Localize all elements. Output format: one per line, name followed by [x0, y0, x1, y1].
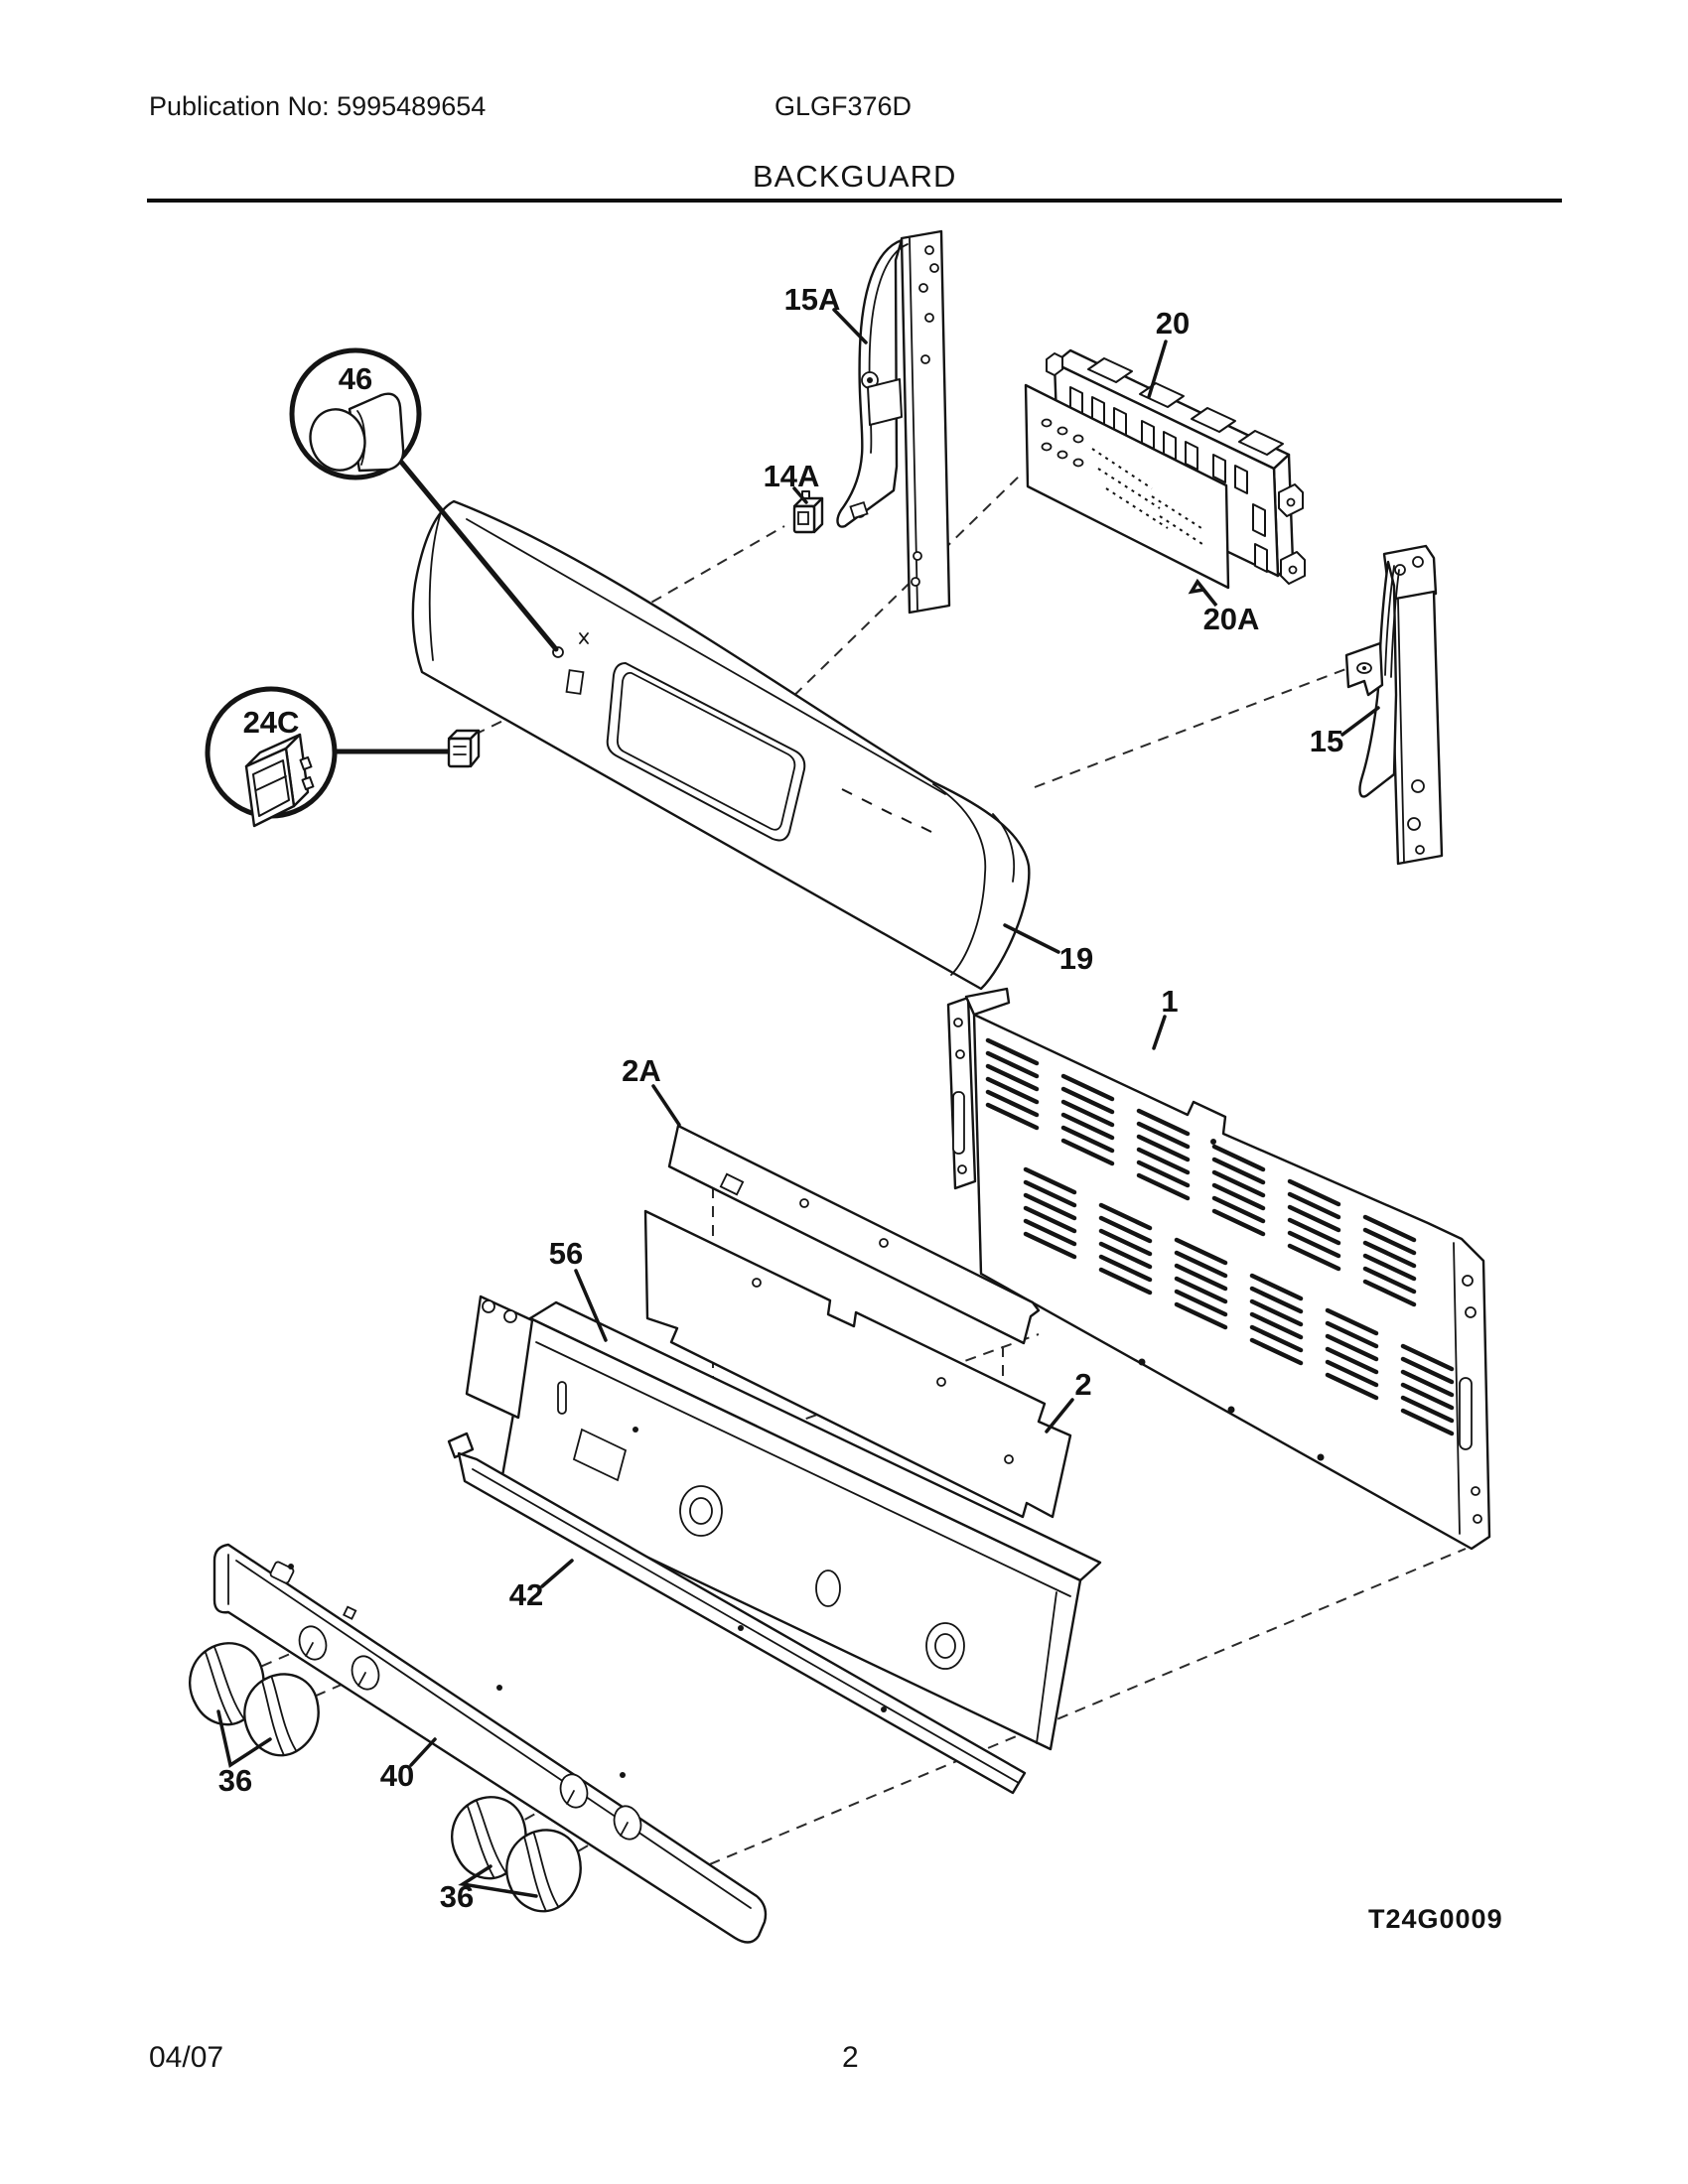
harness-connector-icon	[449, 731, 479, 766]
page-title: BACKGUARD	[753, 159, 957, 194]
rocker-switch-icon	[246, 735, 313, 826]
callout-46: 46	[338, 361, 373, 396]
callout-1: 1	[1161, 984, 1179, 1019]
part-15a-left-bracket	[838, 231, 949, 613]
callout-20a: 20A	[1202, 602, 1260, 636]
footer-date: 04/07	[149, 2041, 224, 2074]
publication-number: Publication No: 5995489654	[149, 91, 487, 121]
part-14a-spark-switch	[794, 491, 822, 532]
part-15-right-bracket	[1346, 546, 1442, 864]
callout-36-right: 36	[439, 1879, 475, 1914]
callout-56: 56	[548, 1236, 584, 1271]
callout-2: 2	[1074, 1367, 1092, 1402]
callout-40: 40	[379, 1758, 415, 1793]
callout-24c: 24C	[242, 705, 300, 740]
footer-page-number: 2	[842, 2041, 859, 2074]
diagram-code: T24G0009	[1368, 1904, 1503, 1934]
callout-15a: 15A	[783, 282, 841, 317]
callout-2a: 2A	[622, 1053, 661, 1088]
callout-14a: 14A	[763, 459, 820, 493]
callout-20: 20	[1155, 306, 1191, 341]
model-number: GLGF376D	[774, 91, 913, 121]
callout-36-left: 36	[217, 1763, 253, 1798]
callout-42: 42	[508, 1577, 544, 1612]
callout-19: 19	[1058, 941, 1094, 976]
callout-15: 15	[1309, 724, 1344, 758]
